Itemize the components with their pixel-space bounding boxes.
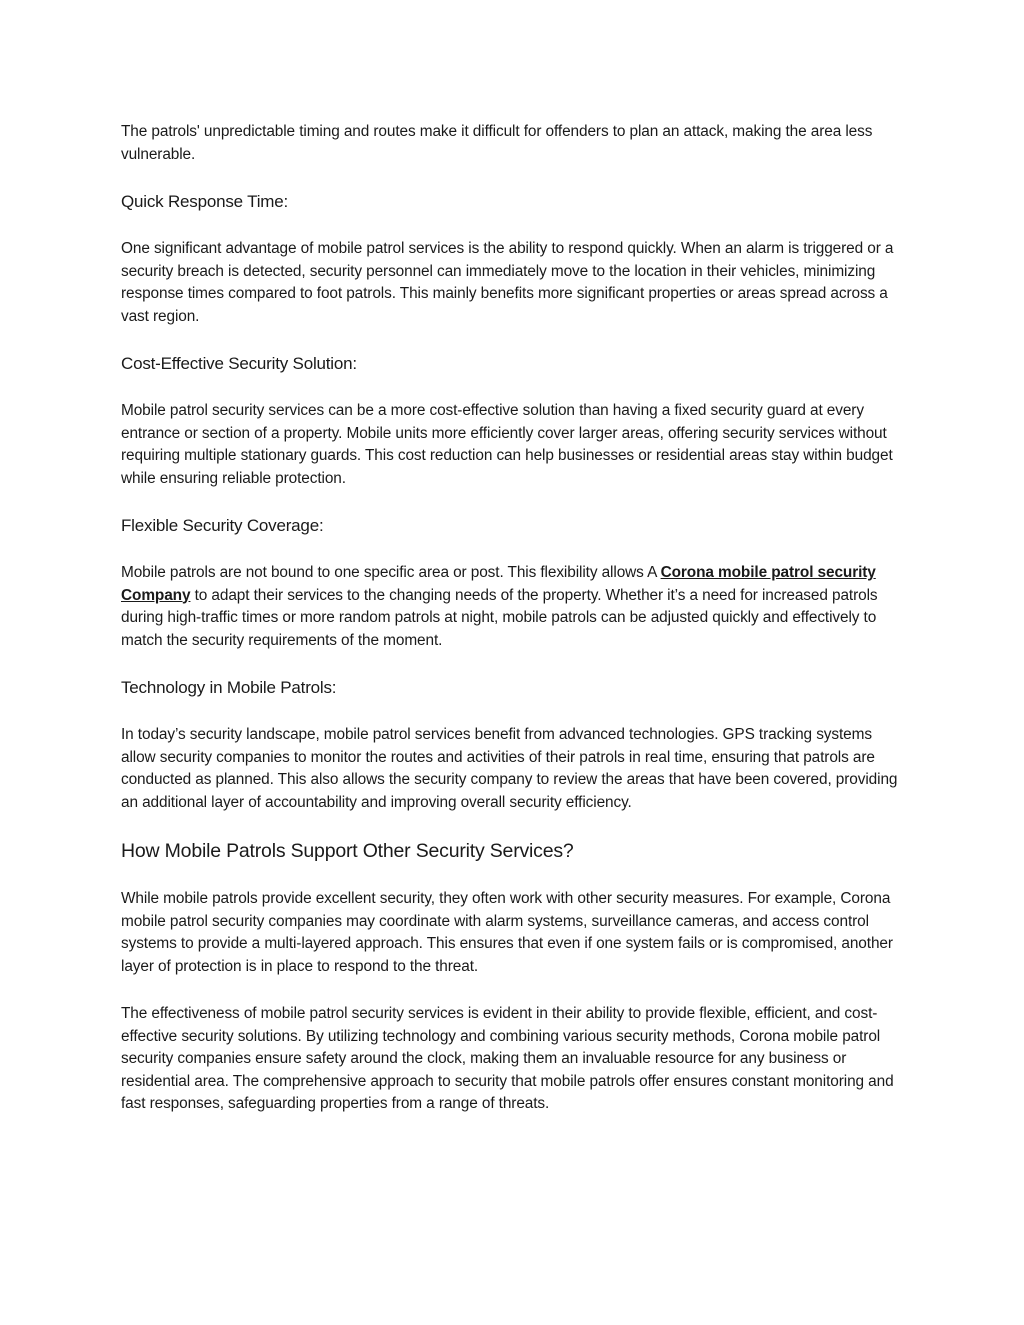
body-text-before-link: Mobile patrols are not bound to one specific area or post. This flexibility allows A	[121, 564, 661, 581]
section-body-technology: In today’s security landscape, mobile patrol services benefit from advanced technologies. GPS tracking systems allow security companies to monitor the routes and activities of their patrols in real time, ensuring that patrols are conducted as planned. This also allows the security company to review the areas that have been covered, providing an additional layer of accountability and improving overall security efficiency.	[121, 726, 898, 811]
main-heading-support-services: How Mobile Patrols Support Other Security Services?	[121, 840, 574, 862]
section-body-flexible-coverage	[121, 562, 905, 652]
section-heading-quick-response: Quick Response Time:	[121, 192, 289, 211]
document-body	[121, 121, 905, 1116]
intro-paragraph: The patrols' unpredictable timing and routes make it difficult for offenders to plan an attack, making the area less vulnerable.	[121, 123, 873, 163]
section-body-cost-effective: Mobile patrol security services can be a more cost-effective solution than having a fixed security guard at every entrance or section of a property. Mobile units more efficiently cover larger areas, offering security services without requiring multiple stationary guards. This cost reduction can help businesses or residential areas stay within budget while ensuring reliable protection.	[121, 402, 893, 487]
section-heading-flexible-coverage: Flexible Security Coverage:	[121, 516, 324, 535]
section-heading-cost-effective: Cost-Effective Security Solution:	[121, 354, 357, 373]
section-body-quick-response: One significant advantage of mobile patrol services is the ability to respond quickly. When an alarm is triggered or a security breach is detected, security personnel can immediately move to the location in their vehicles, minimizing response times compared to foot patrols. This mainly benefits more significant properties or areas spread across a vast region.	[121, 240, 894, 325]
body-text-after-link: to adapt their services to the changing needs of the property. Whether it’s a need for increased patrols during high-traffic times or more random patrols at night, mobile patrols can be adjusted quickly and effectively to match the security requirements of the moment.	[121, 586, 878, 649]
corona-mobile-patrol-link[interactable]: Corona mobile patrol security Company	[121, 564, 876, 604]
section-heading-technology: Technology in Mobile Patrols:	[121, 678, 337, 697]
closing-paragraph-1: While mobile patrols provide excellent security, they often work with other security measures. For example, Corona mobile patrol security companies may coordinate with alarm systems, surveillance cameras, and access control systems to provide a multi-layered approach. This ensures that even if one system fails or is compromised, another layer of protection is in place to respond to the threat.	[121, 890, 893, 975]
closing-paragraph-2: The effectiveness of mobile patrol security services is evident in their ability to provide flexible, efficient, and cost-effective security solutions. By utilizing technology and combining various security methods, Corona mobile patrol security companies ensure safety around the clock, making them an invaluable resource for any business or residential area. The comprehensive approach to security that mobile patrols offer ensures constant monitoring and fast responses, safeguarding properties from a range of threats.	[121, 1005, 894, 1112]
